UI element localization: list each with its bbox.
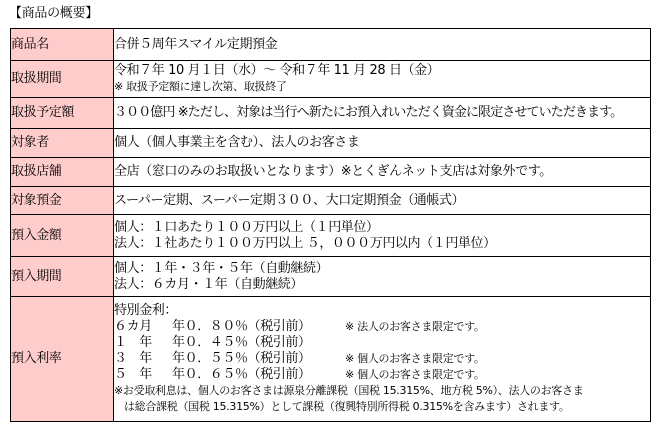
row-label: 預入利率 [11, 297, 114, 422]
row-label: 預入期間 [11, 257, 114, 297]
value-note: ※ 取扱予定額に達し次第、取扱終了 [114, 80, 287, 93]
rate-value: 年０．８０％（税引前） [172, 319, 311, 334]
value-line: 個人：１口あたり１００万円以上（１円単位） [114, 219, 379, 235]
row-value [114, 61, 651, 98]
product-overview-table [10, 28, 651, 422]
table-row-amount [11, 215, 651, 257]
rate-term: ３ 年 [114, 351, 152, 366]
rate-line [114, 319, 650, 335]
row-label: 商品名 [11, 29, 114, 61]
value-line: 法人：６カ月・１年（自動継続） [114, 276, 304, 292]
rate-note: ※ 法人のお客さま限定です。 [345, 320, 485, 333]
table-row-term [11, 257, 651, 297]
table-row-branches [11, 158, 651, 187]
table-row-deposits [11, 187, 651, 215]
value-line: スーパー定期、スーパー定期３００、大口定期預金（通帳式） [114, 192, 465, 208]
tax-footnote: は総合課税（国税 15.315%）として課税（復興特別所得税 0.315%を含みます）されます。 [124, 400, 570, 413]
section-caption: 【商品の概要】 [9, 6, 98, 21]
value-line: 個人（個人事業主を含む）、法人のお客さま [114, 135, 360, 150]
table-row-period [11, 61, 651, 98]
value-line: 令和７年 10 月１日（水）～ 令和７年 11 月 28 日（金） [114, 63, 440, 78]
rate-line [114, 351, 650, 367]
row-label: 対象預金 [11, 187, 114, 215]
row-label: 預入金額 [11, 215, 114, 257]
table-row-product-name [11, 29, 651, 61]
row-value [114, 29, 651, 61]
row-label: 取扱予定額 [11, 98, 114, 129]
value-line: 合併５周年スマイル定期預金 [114, 36, 278, 52]
rate-heading: 特別金利： [114, 303, 178, 318]
rate-note: ※ 個人のお客さま限定です。 [345, 352, 485, 365]
row-value [114, 98, 651, 129]
table-row-eligible [11, 129, 651, 158]
rate-line [114, 367, 650, 383]
table-row-planned-amount [11, 98, 651, 129]
row-value [114, 257, 651, 297]
value-line: 法人：１社あたり１００万円以上 ５，０００万円以内（１円単位） [114, 235, 496, 251]
rate-value: 年０．５５％（税引前） [172, 351, 311, 366]
tax-footnote: ※お受取利息は、個人のお客さまは源泉分離課税（国税 15.315%、地方税 5%）、法人のお客さま [114, 384, 584, 397]
rate-term: ６カ月 [114, 319, 152, 334]
row-label: 取扱期間 [11, 61, 114, 98]
row-label: 取扱店舗 [11, 158, 114, 187]
rate-term: ５ 年 [114, 367, 152, 382]
value-line: 個人：１年・３年・５年（自動継続） [114, 260, 329, 276]
table-row-interest-rate [11, 297, 651, 422]
row-value [114, 215, 651, 257]
row-value [114, 158, 651, 187]
row-value [114, 129, 651, 158]
row-value [114, 187, 651, 215]
rate-note: ※ 個人のお客さま限定です。 [345, 368, 485, 381]
rate-value: 年０．６５％（税引前） [172, 367, 311, 382]
value-line: ３００億円 ※ただし、対象は当行へ新たにお預入れいただく資金に限定させていただきます。 [114, 105, 623, 120]
rate-term: １ 年 [114, 335, 152, 350]
value-line: 全店（窓口のみのお取扱いとなります）※とくぎんネット支店は対象外です。 [114, 164, 552, 179]
rate-line [114, 335, 650, 351]
row-label: 対象者 [11, 129, 114, 158]
rate-value: 年０．４５％（税引前） [172, 335, 311, 350]
row-value [114, 297, 651, 422]
